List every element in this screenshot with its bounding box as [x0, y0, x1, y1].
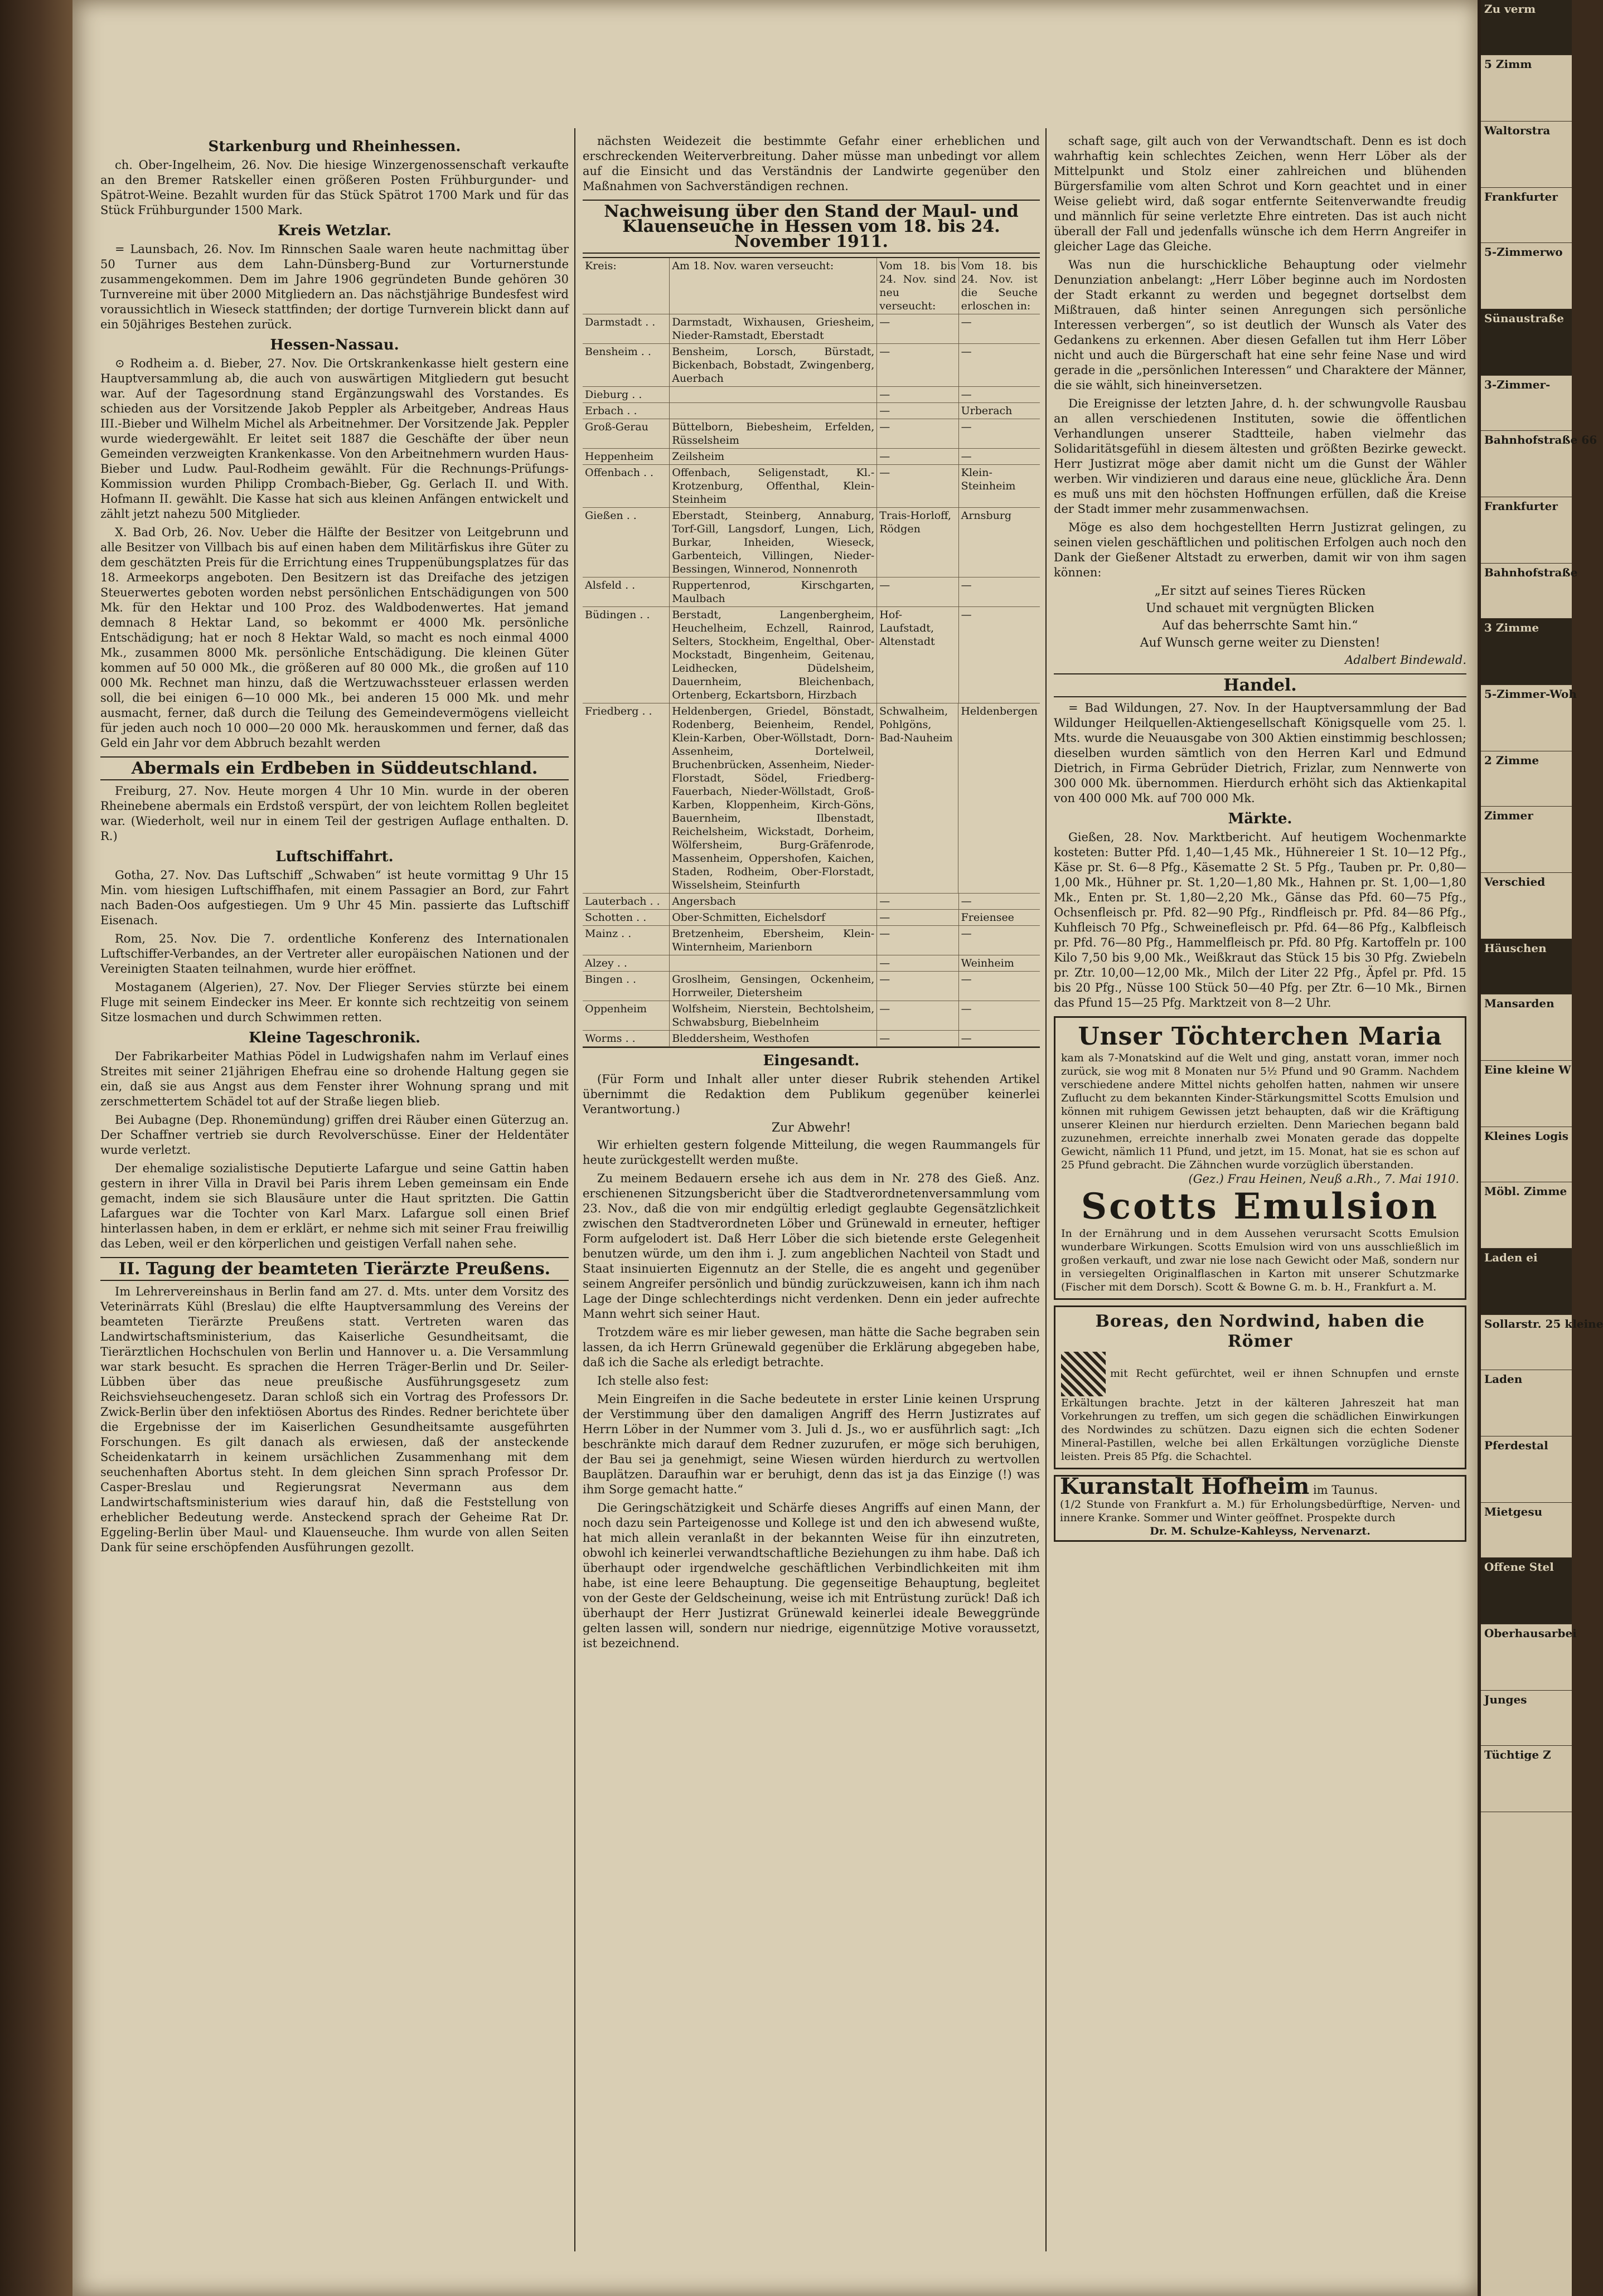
table-cell: —	[877, 1031, 958, 1046]
table-cell: —	[877, 894, 958, 909]
article-paragraph: = Launsbach, 26. Nov. Im Rinnschen Saale waren heute nachmittag über 50 Turner aus dem Lahn-Dünsberg-Bund zur Vorturnerstunde zusammengekommen. Dem im Jahre 1906 gegründeten Bunde gehören 30 Turnvereine mit über 2000 Mitgliedern an. Das nächstjährige Bundesfest wird voraussichtlich in Wieseck stattfinden; der dortige Turnverein blickt dann auf ein 50jähriges Bestehen zurück.	[100, 242, 569, 331]
table-cell: Angersbach	[670, 894, 877, 909]
ad-brand: Scotts Emulsion	[1081, 1186, 1440, 1227]
table-cell: Heldenbergen	[961, 705, 1038, 717]
table-cell: Erbach . .	[583, 403, 670, 419]
table-cell: Bingen . .	[583, 972, 670, 1001]
table-row	[583, 703, 1040, 894]
ad-doctor: Dr. M. Schulze-Kahleyss, Nervenarzt.	[1150, 1525, 1370, 1537]
adjacent-page-snippet: 5 Zimm	[1481, 55, 1572, 122]
table-cell: —	[961, 1032, 972, 1045]
table-cell: —	[961, 609, 972, 621]
article-paragraph: Wir erhielten gestern folgende Mitteilung, die wegen Raummangels für heute zurückgestellt werden mußte.	[583, 1138, 1040, 1167]
adjacent-page-snippet: Mietgesu	[1481, 1503, 1572, 1558]
poem-line: „Er sitzt auf seines Tieres Rücken	[1154, 584, 1366, 598]
article-title: Zur Abwehr!	[771, 1121, 851, 1135]
article-paragraph: Bei Aubagne (Dep. Rhonemündung) griffen drei Räuber einen Güterzug an. Der Schaffner vertrieb sie durch Revolverschüsse. Einer der Heldentäter wurde verletzt.	[100, 1113, 569, 1157]
table-cell: Trais-Horloff, Rödgen	[877, 508, 958, 577]
section-heading: Kreis Wetzlar.	[278, 222, 391, 239]
table-cell: —	[877, 926, 958, 955]
article-paragraph: Rom, 25. Nov. Die 7. ordentliche Konferenz des Internationalen Luftschiffer-Verbandes, an der Vertreter aller europäischen Nationen und der Vereinigten Staaten teilnahmen, wurde hier eröffnet.	[100, 932, 569, 975]
newspaper-page	[72, 0, 1478, 2296]
table-row	[583, 465, 1040, 508]
table-cell	[670, 403, 877, 419]
adjacent-page-snippet: 5-Zimmerwo	[1481, 243, 1572, 309]
table-cell: Alzey . .	[583, 955, 670, 971]
table-row	[583, 344, 1040, 387]
table-cell: —	[877, 419, 958, 448]
table-cell: Wolfsheim, Nierstein, Bechtolsheim, Schwabsburg, Biebelnheim	[670, 1001, 877, 1030]
table-cell: —	[961, 1003, 972, 1015]
table-cell: Bensheim, Lorsch, Bürstadt, Bickenbach, Bobstadt, Zwingenberg, Auerbach	[670, 344, 877, 386]
section-heading: Hessen-Nassau.	[270, 337, 399, 353]
article-paragraph: ⊙ Rodheim a. d. Bieber, 27. Nov. Die Ortskrankenkasse hielt gestern eine Hauptversammlung ab, die auch von auswärtigen Mitgliedern gut besucht war. Auf der Tagesordnung stand Ergänzungswahl des Vorstandes. Es schieden aus der Vorsitzende Jakob Peppler als Arbeitgeber, Andreas Haus III.-Bieber und Wilhelm Michel als Arbeitnehmer. Der Vorsitzende Jak. Peppler wurde wiedergewählt. Er leitet seit 1887 die Geschäfte der über neun Gemeinden verzweigten Krankenkasse. Von den Arbeitnehmern wurden Haus-Bieber und Ludw. Paul-Rodheim gewählt. Für die Rechnungs-Prüfungs-Kommission wurden Philipp Crombach-Bieber, Gg. Gerlach II. und With. Hofmann II. gewählt. Die Kasse hat sich aus kleinen Anfängen entwickelt und zählt jetzt nahezu 500 Mitglieder.	[100, 357, 569, 521]
ad-signature: (Gez.) Frau Heinen, Neuß a.Rh., 7. Mai 1910.	[1188, 1172, 1459, 1186]
table-row	[583, 1001, 1040, 1031]
table-row	[583, 607, 1040, 703]
article-paragraph: nächsten Weidezeit die bestimmte Gefahr einer erheblichen und erschreckenden Weiterverbreitung. Daher müsse man unbedingt vor allem auf die Einsicht und das Verständnis der Landwirte gegenüber den Maßnahmen von Sachverständigen rechnen.	[583, 134, 1040, 193]
table-cell: —	[961, 316, 972, 328]
table-row	[583, 910, 1040, 926]
table-cell: —	[961, 928, 972, 940]
table-cell: —	[877, 403, 958, 419]
table-cell: —	[961, 421, 972, 433]
table-row	[583, 894, 1040, 910]
table-cell: —	[877, 955, 958, 971]
table-row	[583, 403, 1040, 419]
article-paragraph: Im Lehrervereinshaus in Berlin fand am 27. d. Mts. unter dem Vorsitz des Veterinärrats Kühl (Breslau) die elfte Hauptversammlung des Vereins der beamteten Tierärzte Preußens statt. Vertreten waren das Landwirtschaftsministerium, das Kaiserliche Gesundheitsamt, die Tierärztlichen Hochschulen von Berlin und Hannover u. a. Die Versammlung war stark besucht. Es sprachen die Herren Träger-Berlin und Dr. Seiler-Lübben über das neue preußische Ausführungsgesetz zum Reichsviehseuchengesetz. Daran schloß sich ein Vortrag des Professors Dr. Zwick-Berlin über den infektiösen Abortus des Rindes. Redner berichtete über die Ergebnisse der im Kaiserlichen Gesundheitsamte ausgeführten Forschungen. Es gilt danach als erwiesen, daß der ansteckende Scheidenkatarrh in keinem ursächlichen Zusammenhang mit dem seuchenhaften Abortus steht. In dem gleichen Sinn sprach Professor Dr. Casper-Breslau und Regierungsrat Nevermann aus dem Landwirtschaftsministerium wies darauf hin, daß die Feststellung von erheblicher Bedeutung werde. Ansteckend sprach der Geheime Rat Dr. Eggeling-Berlin über Maul- und Klauenseuche. Ihm wurde von allen Seiten Dank für seine erschöpfenden Ausführungen gezollt.	[100, 1285, 569, 1554]
adjacent-page-snippet: Pferdestal	[1481, 1436, 1572, 1503]
table-row	[583, 449, 1040, 465]
table-cell: Mainz . .	[583, 926, 670, 955]
table-cell: Schotten . .	[583, 910, 670, 925]
ad-title: Boreas, den Nordwind, haben die Römer	[1095, 1312, 1425, 1351]
table-cell: Dieburg . .	[583, 387, 670, 402]
article-paragraph: Mein Eingreifen in die Sache bedeutete in erster Linie keinen Ursprung der Verstimmung über den damaligen Angriff des Herrn Justizrates auf Herrn Löber in der Nummer vom 3. Juli d. Js., wo er ausführlich sagt: „Ich beschränkte mich darauf dem Redner zuzurufen, er möge sich beruhigen, der Bau sei ja genehmigt, seine Wiesen würden hierdurch zu wertvollen Bauplätzen. Daraufhin war er beruhigt, denn das ist ja das Einzige (!) was ihm Sorge gemacht hatte.“	[583, 1392, 1040, 1496]
adjacent-page-snippet: Häuschen	[1481, 939, 1572, 994]
section-heading: Eingesandt.	[763, 1052, 860, 1069]
article-paragraph: X. Bad Orb, 26. Nov. Ueber die Hälfte der Besitzer von Leitgebrunn und alle Besitzer von Villbach bis auf einen haben dem Militärfiskus ihre Güter zu dem geschätzten Preis für die Errichtung eines Truppenübungsplatzes für das 18. Armeekorps angeboten. Den Besitzern ist das Dreifache des jetzigen Steuerwertes geboten worden nebst persönlichen Entschädigungen von 500 Mk. für den Hektar und 100 Proz. des Waldbodenwertes. Hat jemand demnach 8 Hektar Land, so bekommt er 4000 Mk. persönliche Entschädigung; hat er noch 8 Hektar Wald, so macht es noch einmal 4000 Mk., zusammen 8000 Mk. persönliche Entschädigung. Die kleinen Güter kommen auf 50 000 Mk., die größeren auf 80 000 Mk., die großen auf 110 000 Mk. Rechnet man hinzu, daß die Wertzuwachssteuer erlassen werden soll, die bei einigen 6—10 000 Mk., bei anderen 15 000 Mk. und mehr ausmacht, ferner, daß durch die Teilung des Gemeindevermögens vielleicht für jeden auch noch 10 000—20 000 Mk. herauskommen und ferner, daß das Geld ein Jahr vor dem Abbruch bezahlt werden	[100, 526, 569, 750]
article-paragraph: Gotha, 27. Nov. Das Luftschiff „Schwaben“ ist heute vormittag 9 Uhr 15 Min. vom hiesigen Luftschiffhafen, mit einem Passagier an Bord, zur Fahrt nach Baden-Oos aufgestiegen. Um 9 Uhr 45 Min. passierte das Luftschiff Eisenach.	[100, 868, 569, 927]
adjacent-page-snippet: Eine kleine W	[1481, 1061, 1572, 1127]
table-row	[583, 955, 1040, 972]
table-cell: Lauterbach . .	[583, 894, 670, 909]
column-rule	[1045, 128, 1047, 2251]
adjacent-page-snippet: 2 Zimme	[1481, 751, 1572, 807]
adjacent-page-snippet: Bahnhofstraße	[1481, 564, 1572, 619]
table-row	[583, 577, 1040, 607]
table-heading: Nachweisung über den Stand der Maul- und Klauenseuche in Hessen vom 18. bis 24. November 1911.	[583, 200, 1040, 254]
adjacent-page-snippet: Verschied	[1481, 873, 1572, 939]
article-paragraph: Trotzdem wäre es mir lieber gewesen, man hätte die Sache begraben sein lassen, da ich Herrn Grünewald gegenüber die Erklärung abgegeben habe, daß ich die Sache als erledigt betrachte.	[583, 1326, 1040, 1369]
table-cell: Freiensee	[961, 911, 1014, 924]
advertisement-boreas	[1054, 1305, 1466, 1469]
advertisement-maria	[1054, 1016, 1466, 1300]
ad-title: Kuranstalt Hofheim	[1060, 1473, 1310, 1499]
article-paragraph: Die Ereignisse der letzten Jahre, d. h. der schwungvolle Rausbau an allen verschiedenen Instituten, sowie die öffentlichen Verhandlungen unserer Stadtteile, haben vielmehr das Solidaritätsgefühl in diesem ältesten und größten Bezirke geweckt. Herr Justizrat möge aber damit nicht um die Gunst der Wähler werben. Wir vindizieren und daraus eine neue, glückliche Ära. Denn es muß uns mit den höchsten Hoffnungen erfüllen, daß die Kreise der Stadt immer mehr zusammenwachsen.	[1054, 397, 1466, 516]
table-header-cell: Kreis:	[583, 258, 670, 314]
table-cell: —	[877, 577, 958, 606]
ad-text: (1/2 Stunde von Frankfurt a. M.) für Erholungsbedürftige, Nerven- und innere Kranke. Sommer und Winter geöffnet. Prospekte durch	[1060, 1498, 1460, 1524]
article-paragraph: Die Geringschätzigkeit und Schärfe dieses Angriffs auf einen Mann, der noch dazu sein Parteigenosse und Kollege ist und den ich abwesend wußte, hat mich allein veranlaßt in der bekannten Weise für ihn einzutreten, obwohl ich keinerlei verwandtschaftliche Beziehungen zu ihm habe. Daß ich überhaupt oder irgendwelche geschäftlichen Verbindlichkeiten mit ihm habe, ist eine leere Behauptung. Die gegenseitige Behauptung, begleitet von der Geste der Geldscheinung, weise ich mit Entrüstung zurück! Daß ich überhaupt der Herr Justizrat Grünewald keinerlei ideale Beweggründe gelten lassen will, sondern nur niedrige, eigennützige Motive voraussetzt, ist bezeichnend.	[583, 1501, 1040, 1650]
adjacent-page-snippet: Offene Stel	[1481, 1558, 1572, 1624]
disclaimer: (Für Form und Inhalt aller unter dieser Rubrik stehenden Artikel übernimmt die Redaktion dem Publikum gegenüber keinerlei Verantwortung.)	[583, 1072, 1040, 1116]
table-cell	[670, 955, 877, 971]
table-cell: Eberstadt, Steinberg, Annaburg, Torf-Gill, Langsdorf, Lungen, Lich, Burkar, Inheiden, Wieseck, Garbenteich, Villingen, Nieder-Bessingen, Winnerod, Nonnenroth	[670, 508, 877, 577]
book-binding	[0, 0, 72, 2296]
table-header-cell: Am 18. Nov. waren verseucht:	[670, 258, 877, 314]
table-cell: —	[961, 346, 972, 358]
adjacent-page-snippet: Möbl. Zimme	[1481, 1182, 1572, 1249]
article-paragraph: Der Fabrikarbeiter Mathias Pödel in Ludwigshafen nahm im Verlauf eines Streites mit seiner 21jährigen Ehefrau eine so drohende Haltung gegen sie ein, daß sie aus Angst aus dem Fenster ihrer Wohnung sprang und mit zerschmettertem Schädel tot auf der Straße liegen blieb.	[100, 1050, 569, 1108]
adjacent-page-snippet: Zu verm	[1481, 0, 1572, 55]
table-cell: —	[877, 465, 958, 507]
adjacent-page-snippet: 3-Zimmer-	[1481, 376, 1572, 431]
table-cell: Ober-Schmitten, Eichelsdorf	[670, 910, 877, 925]
table-cell: Ruppertenrod, Kirschgarten, Maulbach	[670, 577, 877, 606]
table-cell: Büdingen . .	[583, 607, 670, 703]
article-paragraph: Der ehemalige sozialistische Deputierte Lafargue und seine Gattin haben gestern in ihrer Villa in Dravil bei Paris ihrem Leben gemeinsam ein Ende gemacht, indem sie sich Blausäure unter die Haut spritzten. Die Gattin Lafargues war die Tochter von Karl Marx. Lafargue soll einen Brief hinterlassen haben, in dem er erklärt, er nehme sich mit seiner Frau freiwillig das Leben, weil er den körperlichen und geistigen Verfall nahen sehe.	[100, 1162, 569, 1250]
table-cell: Weinheim	[961, 957, 1014, 969]
table-cell: Schwalheim, Pohlgöns, Bad-Nauheim	[877, 703, 958, 893]
ad-text: In der Ernährung und in dem Aussehen verursacht Scotts Emulsion wunderbare Wirkungen. Scotts Emulsion wird von uns ausschließlich im großen verkauft, und zwar nie lose nach Gewicht oder Maß, sondern nur in versiegelten Originalflaschen in Karton mit unserer Schutzmarke (Fischer mit dem Dorsch). Scott & Bowne G. m. b. H., Frankfurt a. M.	[1061, 1227, 1459, 1293]
adjacent-page-snippet: Tüchtige Z	[1481, 1746, 1572, 1812]
article-paragraph: Gießen, 28. Nov. Marktbericht. Auf heutigem Wochenmarkte kosteten: Butter Pfd. 1,40—1,45 Mk., Hühnereier 1 St. 10—12 Pfg., Käse pr. St. 6—8 Pfg., Käsematte 2 St. 5 Pfg., Tauben pr. Pr. 0,80—1,00 Mk., Hühner pr. St. 1,20—1,80 Mk., Hahnen pr. St. 1,00—1,80 Mk., Enten pr. St. 1,80—2,20 Mk., Gänse das Pfd. 60—75 Pfg., Ochsenfleisch pr. Pfd. 82—90 Pfg., Rindfleisch pr. Pfd. 84—86 Pfg., Kuhfleisch 70 Pfg., Schweinefleisch pr. Pfd. 64—86 Pfg., Kalbfleisch pr. Pfd. 76—80 Pfg., Hammelfleisch pr. Pfd. 80 Pfg. Kartoffeln pr. 100 Kilo 7,50 bis 9,00 Mk., Weißkraut das Stück 15 bis 30 Pfg. Zwiebeln pr. Ztr. 10,00—12,00 Mk., Milch der Liter 22 Pfg., Äpfel pr. Pfd. 15 bis 20 Pfg., Nüsse 100 Stück 50—40 Pfg. per Ztr. 6—10 Mk., Birnen das Pfund 15—25 Pfg. Marktzeit von 8—2 Uhr.	[1054, 831, 1466, 1009]
table-cell: Büttelborn, Biebesheim, Erfelden, Rüsselsheim	[670, 419, 877, 448]
article-paragraph: Freiburg, 27. Nov. Heute morgen 4 Uhr 10 Min. wurde in der oberen Rheinebene abermals ein Erdstoß verspürt, der von leichtem Rollen begleitet war. (Wiederholt, weil nur in einem Teil der gestrigen Auflage enthalten. D. R.)	[100, 784, 569, 843]
ad-title: Unser Töchterchen Maria	[1078, 1022, 1442, 1051]
table-row	[583, 387, 1040, 403]
table-cell	[670, 387, 877, 402]
section-heading: Kleine Tageschronik.	[248, 1030, 421, 1046]
ad-text: kam als 7-Monatskind auf die Welt und ging, anstatt voran, immer noch zurück, sie wog mit 8 Monaten nur 5½ Pfund und 90 Gramm. Nachdem verschiedene andere Mittel nichts geholfen hatten, nahmen wir unsere Zuflucht zu dem bekannten Kinder-Stärkungsmittel Scotts Emulsion und können mit ruhigem Gewissen jetzt behaupten, daß wir die Kräftigung unserer Kleinen nur hierdurch erzielten. Denn Mariechen begann bald zuzunehmen, erreichte innerhalb zwei Monaten gerade das doppelte Gewicht, nämlich 11 Pfund, und jetzt, im 15. Monat, hat sie es schon auf 25 Pfund gebracht. Die Zähnchen wurde vorzüglich überstanden.	[1061, 1052, 1459, 1171]
table-cell: Bretzenheim, Ebersheim, Klein-Winternheim, Marienborn	[670, 926, 877, 955]
poem-line: Auf Wunsch gerne weiter zu Diensten!	[1140, 636, 1381, 650]
table-cell: Gießen . .	[583, 508, 670, 577]
article-paragraph: Möge es also dem hochgestellten Herrn Justizrat gelingen, zu seinen vielen geschäftlichen und politischen Erfolgen auch noch den Dank der Gießener Altstadt zu erwerben, damit wir von ihm sagen können:	[1054, 521, 1466, 579]
adjacent-page-snippet: 5-Zimmer-Woh	[1481, 685, 1572, 751]
signature: Adalbert Bindewald.	[1345, 653, 1466, 667]
poem-line: Und schauet mit vergnügten Blicken	[1145, 601, 1374, 615]
table-cell: Groß-Gerau	[583, 419, 670, 448]
section-heading: Starkenburg und Rheinhessen.	[208, 138, 461, 155]
adjacent-page-snippet: Laden	[1481, 1370, 1572, 1436]
table-header-cell: Vom 18. bis 24. Nov. sind neu verseucht:	[877, 258, 958, 314]
table-cell: —	[961, 973, 972, 986]
table-cell: Berstadt, Langenbergheim, Heuchelheim, Echzell, Rainrod, Selters, Stockheim, Engelthal, Ober-Mockstadt, Bingenheim, Geitenau, Leidhecken, Düdelsheim, Dauernheim, Bleichenbach, Ortenberg, Eckartsborn, Hirzbach	[670, 607, 877, 703]
table-cell: —	[877, 314, 958, 343]
table-row	[583, 1031, 1040, 1047]
table-cell: —	[961, 389, 972, 401]
table-cell: —	[877, 344, 958, 386]
table-cell: Hof-Laufstadt, Altenstadt	[877, 607, 958, 703]
adjacent-page-snippet: Zimmer	[1481, 807, 1572, 873]
adjacent-page-snippet: Kleines Logis	[1481, 1127, 1572, 1182]
table-cell: Bensheim . .	[583, 344, 670, 386]
table-row	[583, 419, 1040, 449]
article-headline: II. Tagung der beamteten Tierärzte Preußens.	[100, 1257, 569, 1281]
article-paragraph: = Bad Wildungen, 27. Nov. In der Hauptversammlung der Bad Wildunger Heilquellen-Aktiengesellschaft Königsquelle vom 25. l. Mts. wurde die Neuausgabe von 300 Aktien einstimmig beschlossen; dieselben wurden sämtlich von den Herren Karl und Edmund Dietrich, in Firma Gebrüder Dietrich, Frizlar, zum Nennwerte von 300 000 Mk. übernommen. Hierdurch erhöht sich das Aktienkapital von 400 000 Mk. auf 700 000 Mk.	[1054, 701, 1466, 805]
table-cell: Arnsburg	[961, 509, 1012, 522]
table-row	[583, 314, 1040, 344]
table-cell: Heldenbergen, Griedel, Bönstadt, Rodenberg, Beienheim, Rendel, Klein-Karben, Ober-Wöllstadt, Dorn-Assenheim, Dortelweil, Bruchenbrücken, Assenheim, Nieder-Florstadt, Södel, Friedberg-Fauerbach, Nieder-Wöllstadt, Groß-Karben, Kloppenheim, Kirch-Göns, Bauernheim, Ilbenstadt, Reichelsheim, Wickstadt, Dorheim, Wölfersheim, Burg-Gräfenrode, Massenheim, Oppershofen, Kaichen, Staden, Rodheim, Ober-Florstadt, Wisselsheim, Steinfurth	[670, 703, 877, 893]
table-row	[583, 972, 1040, 1001]
article-paragraph: schaft sage, gilt auch von der Verwandtschaft. Denn es ist doch wahrhaftig kein schlechtes Zeichen, wenn Herr Löber als der Mittelpunkt und Stolz einer zahlreichen und blühenden Bürgersfamilie vom alten Schrot und Korn geachtet und in einer Weise geliebt wird, daß sogar entfernte Seitenverwandte freudig und männlich für seine verletzte Ehre eintreten. Das ist auch nicht überall der Fall und jedenfalls wünsche ich dem Herrn Angreifer in gleicher Lage das Gleiche.	[1054, 134, 1466, 253]
article-paragraph: Was nun die hurschickliche Behauptung oder vielmehr Denunziation anbelangt: „Herr Löber beginne auch im Nordosten der Stadt erkannt zu werden und begegnet dortselbst dem Mißtrauen, daß hinter seinen Anregungen sich persönliche Interessen verbergen“, so ist deutlich der Wunsch als Vater des Gedankens zu erkennen. Aber diesen Gefallen tut ihm Herr Löber nicht und auch die Bürgerschaft hat eine sehr feine Nase und wird gerade in die „persönlichen Interessen“ und Charaktere der Männer, die sie wählt, sich hineinversetzen.	[1054, 258, 1466, 392]
advertisement-kuranstalt	[1054, 1475, 1466, 1542]
table-cell: —	[877, 387, 958, 402]
table-cell: Bleddersheim, Westhofen	[670, 1031, 877, 1046]
table-cell: Darmstadt, Wixhausen, Griesheim, Nieder-Ramstadt, Eberstadt	[670, 314, 877, 343]
article-paragraph: Zu meinem Bedauern ersehe ich aus dem in Nr. 278 des Gieß. Anz. erschienenen Sitzungsbericht über die Stadtverordnetenversammlung vom 23. Nov., daß die von mir endgültig erledigt geglaubte Gegensätzlichkeit zwischen den Stadtverordneten Löber und Grünewald in erneuter, heftiger Form aufgelodert ist. Daß Herr Löber die sich bietende erste Gelegenheit benutzen würde, um den ihm i. J. zum angeblichen Nachteil von Stadt und Staat insinuierten Eigennutz an der Stelle, die es angeht und gegenüber seinem Angreifer persönlich und bündig zurückzuweisen, kann ich ihm nach Lage der Dinge schlechterdings nicht verdenken. Denn ein jeder aufrechte Mann wehrt sich seiner Haut.	[583, 1172, 1040, 1321]
section-heading: Märkte.	[1228, 810, 1292, 827]
table-cell: —	[877, 1001, 958, 1030]
table-cell: Zeilsheim	[670, 449, 877, 464]
adjacent-page-snippet: Sünaustraße	[1481, 309, 1572, 376]
poem-line: Auf das beherrschte Samt hin.“	[1162, 619, 1358, 633]
table-cell: Oppenheim	[583, 1001, 670, 1030]
decorative-pattern-icon	[1061, 1352, 1106, 1396]
ad-body: mit Recht gefürchtet, weil er ihnen Schnupfen und ernste Erkältungen brachte. Jetzt in der kälteren Jahreszeit hat man Vorkehrungen zu treffen, um sich gegen die schädlichen Einwirkungen des Nordwindes zu schützen. Dazu eignen sich die echten Sodener Mineral-Pastillen, welche bei allen Erkältungen vorzügliche Dienste leisten. Preis 85 Pfg. die Schachtel.	[1061, 1367, 1459, 1463]
adjacent-page-snippet: Frankfurter	[1481, 497, 1572, 564]
adjacent-page-snippet: Junges	[1481, 1691, 1572, 1746]
table-cell: —	[877, 449, 958, 464]
table-header-cell: Vom 18. bis 24. Nov. ist die Seuche erloschen in:	[961, 260, 1038, 312]
adjacent-page-snippet: Laden ei	[1481, 1249, 1572, 1315]
table-cell: Offenbach, Seligenstadt, Kl.-Krotzenburg, Offenthal, Klein-Steinheim	[670, 465, 877, 507]
ad-place: im Taunus.	[1313, 1483, 1378, 1497]
table-row	[583, 508, 1040, 577]
table-cell: —	[877, 910, 958, 925]
table-row	[583, 926, 1040, 955]
table-cell: Klein-Steinheim	[961, 467, 1016, 492]
column-right	[1054, 134, 1466, 2251]
adjacent-page-snippet: Mansarden	[1481, 994, 1572, 1061]
table-cell: Friedberg . .	[583, 703, 670, 893]
table-cell: —	[961, 579, 972, 591]
table-header-row	[583, 258, 1040, 314]
adjacent-page-snippet: Sollarstr. 25 kleine	[1481, 1315, 1572, 1370]
article-paragraph: ch. Ober-Ingelheim, 26. Nov. Die hiesige Winzergenossenschaft verkaufte an den Bremer Ratskeller einen größeren Posten Frühburgunder- und Spätrot-Weine. Bezahlt wurden für das Stück Spätrot 1700 Mark und für das Stück Frühburgunder 1500 Mark.	[100, 158, 569, 217]
adjacent-page-snippet: 3 Zimme	[1481, 619, 1572, 685]
table-cell: Alsfeld . .	[583, 577, 670, 606]
table-cell: Worms . .	[583, 1031, 670, 1046]
table-cell: Heppenheim	[583, 449, 670, 464]
adjacent-page-snippet: Waltorstra	[1481, 122, 1572, 188]
table-cell: —	[961, 895, 972, 907]
article-paragraph: Mostaganem (Algerien), 27. Nov. Der Flieger Servies stürzte bei einem Fluge mit seinem Eindecker ins Meer. Er konnte sich rechtzeitig von seinem Sitze losmachen und durch Schwimmen retten.	[100, 980, 569, 1024]
adjacent-page-snippet: Oberhausarbei	[1481, 1624, 1572, 1691]
adjacent-page-snippet: Bahnhofstraße 66	[1481, 431, 1572, 497]
table-cell: Darmstadt . .	[583, 314, 670, 343]
article-paragraph: Ich stelle also fest:	[597, 1374, 709, 1387]
adjacent-page-edge	[1478, 0, 1603, 2296]
article-headline: Abermals ein Erdbeben in Süddeutschland.	[100, 756, 569, 780]
table-cell: Offenbach . .	[583, 465, 670, 507]
seuche-table	[583, 257, 1040, 1048]
table-cell: —	[961, 450, 972, 463]
column-rule	[574, 128, 575, 2251]
section-heading: Luftschiffahrt.	[275, 848, 394, 865]
table-cell: —	[877, 972, 958, 1001]
table-cell: Urberach	[961, 405, 1013, 417]
section-heading: Handel.	[1054, 673, 1466, 697]
adjacent-page-snippet: Frankfurter	[1481, 188, 1572, 243]
column-middle	[583, 134, 1040, 2251]
column-left	[100, 134, 569, 2251]
table-cell: Groslheim, Gensingen, Ockenheim, Horrweiler, Dietersheim	[670, 972, 877, 1001]
ad-text	[1061, 1352, 1459, 1463]
